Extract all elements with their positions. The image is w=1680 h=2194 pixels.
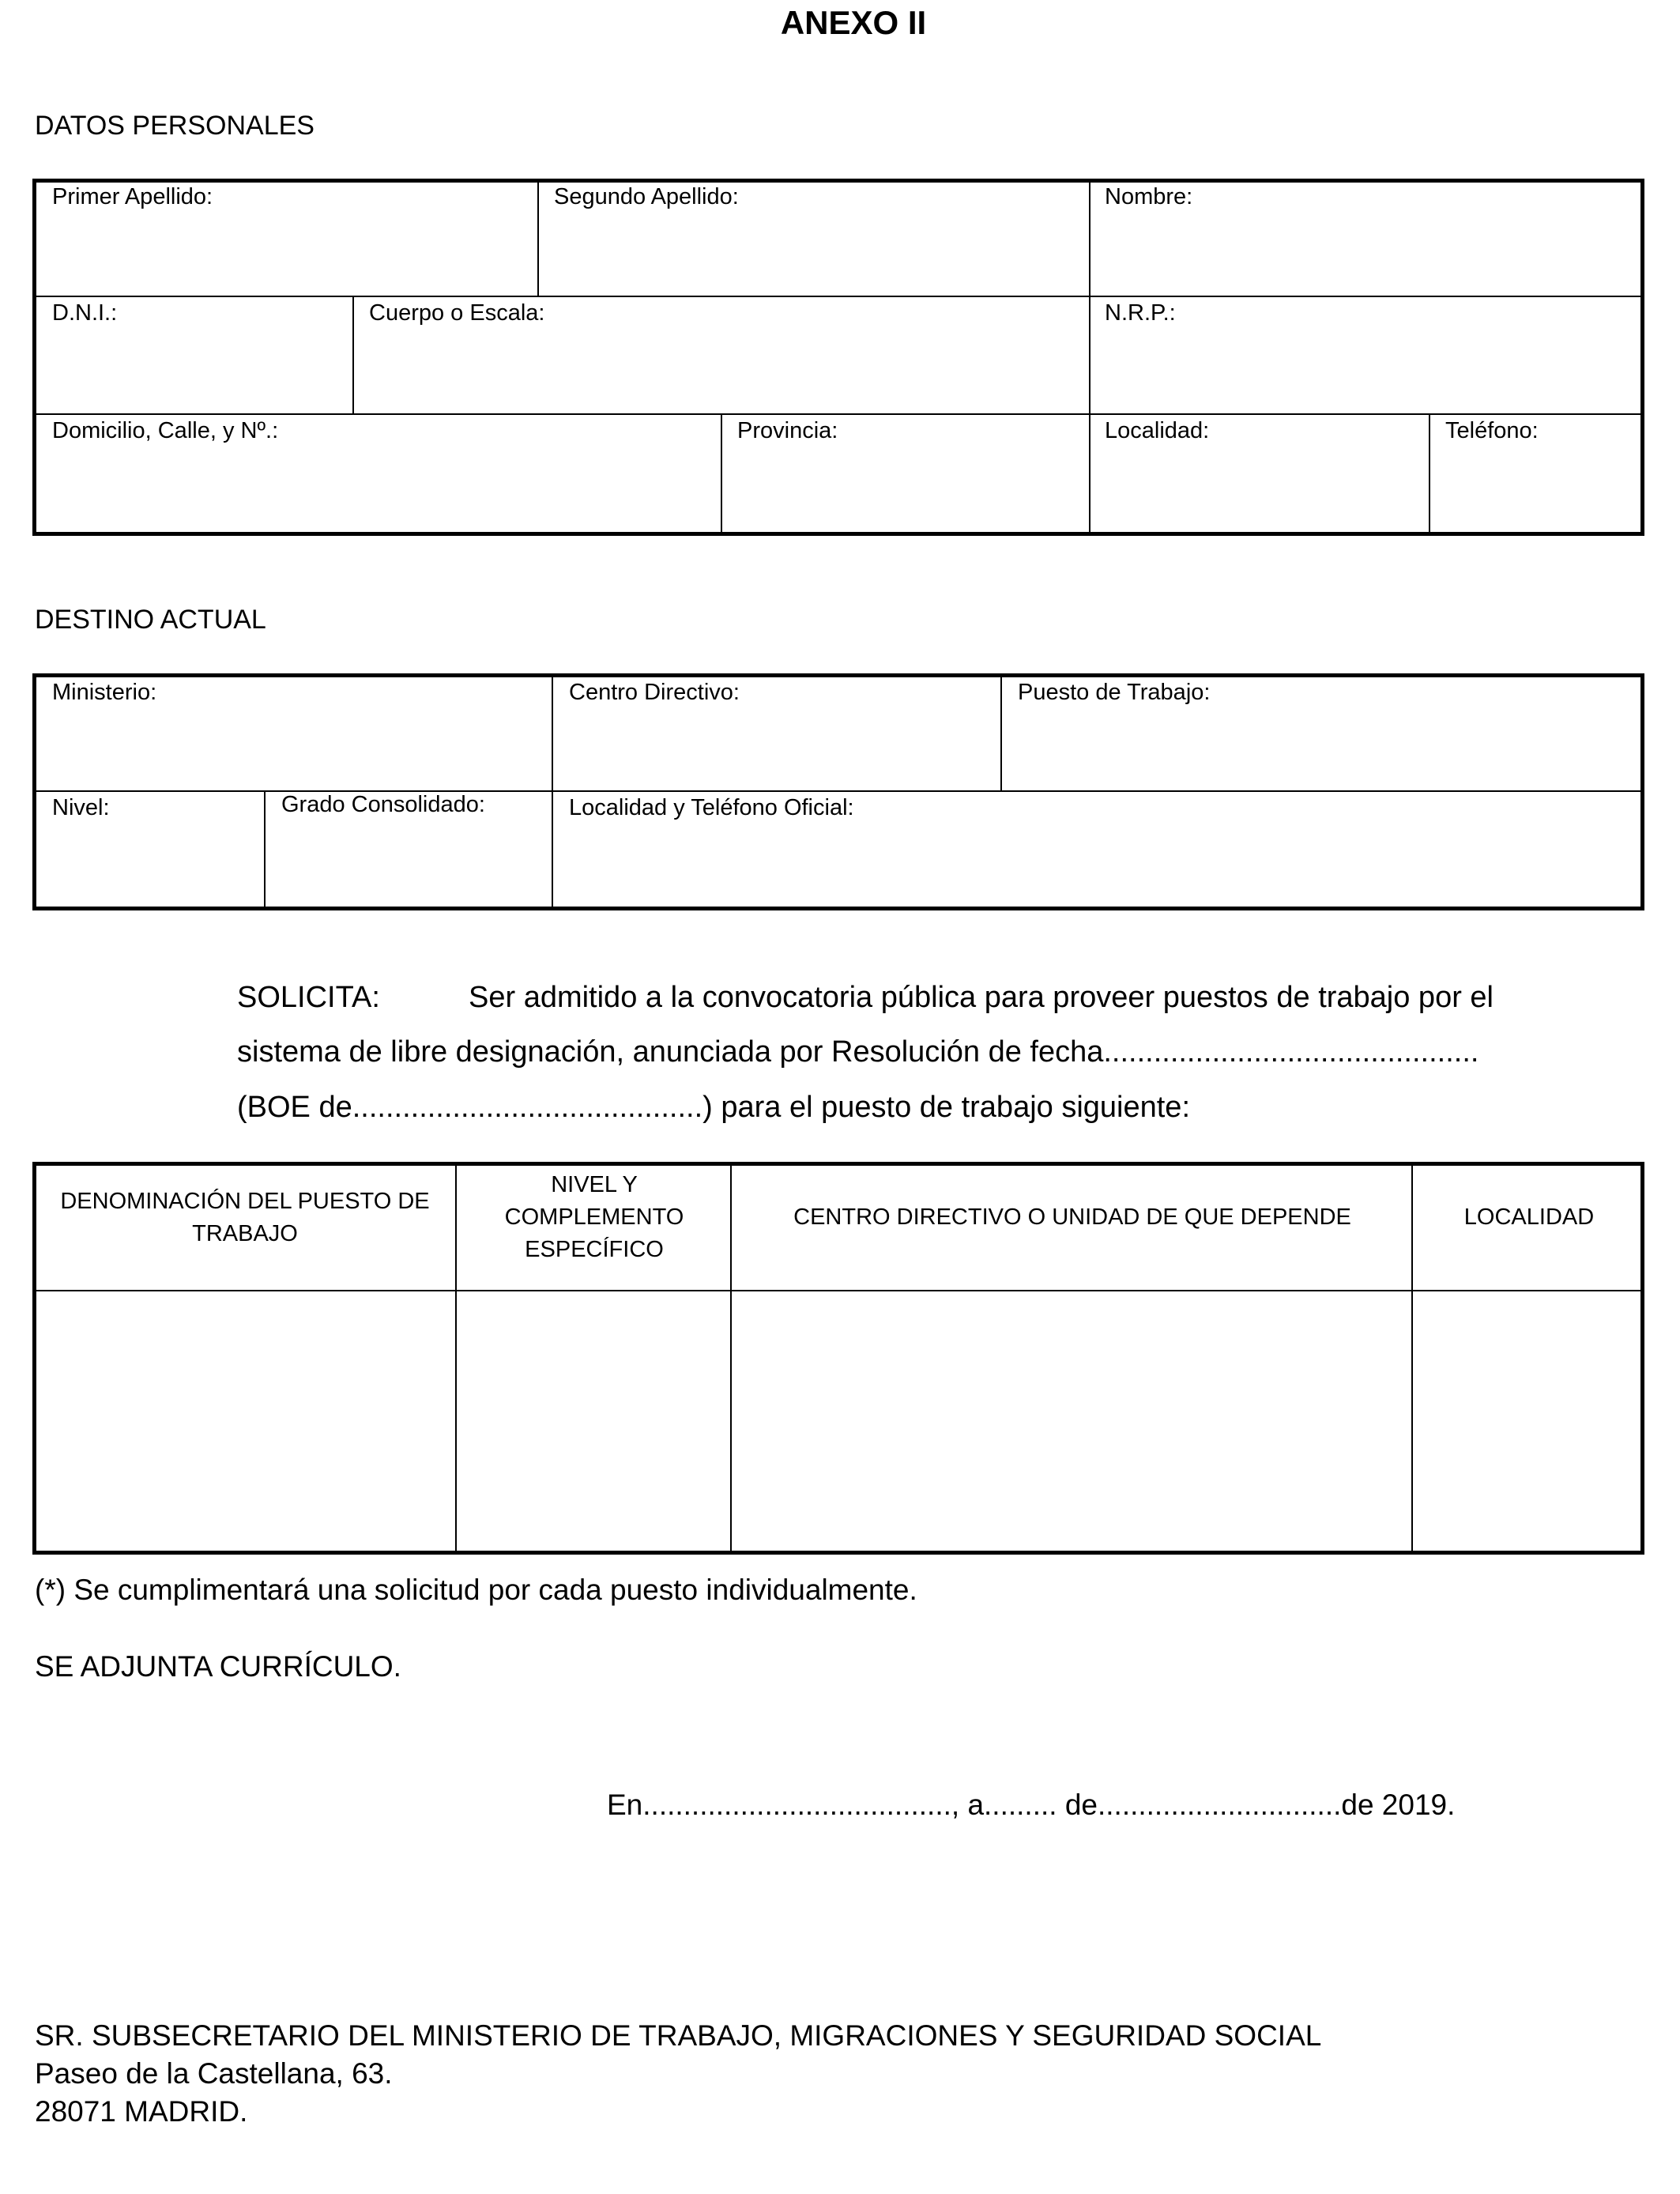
domicilio-field[interactable]: Domicilio, Calle, y Nº.: xyxy=(52,418,279,443)
nrp-field[interactable]: N.R.P.: xyxy=(1105,300,1176,326)
footnote: (*) Se cumplimentará una solicitud por cada puesto individualmente. xyxy=(35,1574,917,1606)
address-line1: SR. SUBSECRETARIO DEL MINISTERIO DE TRABAJO, MIGRACIONES Y SEGURIDAD SOCIAL xyxy=(35,2019,1322,2052)
table-cell-centro[interactable] xyxy=(735,1296,1408,1549)
header-localidad: LOCALIDAD xyxy=(1463,1204,1595,1230)
address-line2: Paseo de la Castellana, 63. xyxy=(35,2057,393,2090)
nombre-field[interactable]: Nombre: xyxy=(1105,184,1193,209)
solicita-text-line2: sistema de libre designación, anunciada por Resolución de fecha............................................. xyxy=(237,1035,1479,1069)
divider xyxy=(552,677,553,908)
destino-actual-heading: DESTINO ACTUAL xyxy=(35,605,266,635)
solicita-text-line1: Ser admitido a la convocatoria pública para proveer puestos de trabajo por el xyxy=(469,981,1494,1014)
solicita-label: SOLICITA: xyxy=(237,981,380,1014)
divider xyxy=(721,414,722,533)
primer-apellido-field[interactable]: Primer Apellido: xyxy=(52,184,213,209)
divider xyxy=(1000,677,1002,791)
divider xyxy=(730,1165,732,1552)
divider xyxy=(1411,1165,1413,1552)
table-cell-denominacion[interactable] xyxy=(40,1296,450,1549)
segundo-apellido-field[interactable]: Segundo Apellido: xyxy=(554,184,739,209)
cuerpo-escala-field[interactable]: Cuerpo o Escala: xyxy=(369,300,545,326)
divider xyxy=(35,790,1642,792)
table-cell-localidad[interactable] xyxy=(1416,1296,1639,1549)
personal-data-heading: DATOS PERSONALES xyxy=(35,111,315,141)
puesto-trabajo-field[interactable]: Puesto de Trabajo: xyxy=(1018,680,1211,705)
destino-table xyxy=(32,673,1644,910)
header-nivel-line2: COMPLEMENTO xyxy=(504,1204,684,1230)
divider xyxy=(352,296,354,414)
header-denominacion: DENOMINACIÓN DEL PUESTO DE TRABAJO xyxy=(60,1189,430,1246)
table-cell-nivel[interactable] xyxy=(460,1296,727,1549)
divider xyxy=(264,791,266,908)
address-line3: 28071 MADRID. xyxy=(35,2095,248,2128)
provincia-field[interactable]: Provincia: xyxy=(737,418,838,443)
localidad-telefono-field[interactable]: Localidad y Teléfono Oficial: xyxy=(569,795,854,820)
header-centro-directivo: CENTRO DIRECTIVO O UNIDAD DE QUE DEPENDE xyxy=(793,1204,1351,1230)
grado-consolidado-field[interactable]: Grado Consolidado: xyxy=(281,792,485,817)
date-line: En......................................, a......... de..............................de 2019. xyxy=(607,1789,1456,1821)
centro-directivo-field[interactable]: Centro Directivo: xyxy=(569,680,740,705)
localidad-field[interactable]: Localidad: xyxy=(1105,418,1210,443)
divider xyxy=(35,413,1642,415)
divider xyxy=(537,182,539,296)
page-title: ANEXO II xyxy=(780,4,927,41)
telefono-field[interactable]: Teléfono: xyxy=(1445,418,1539,443)
divider xyxy=(1429,414,1430,533)
ministerio-field[interactable]: Ministerio: xyxy=(52,680,157,705)
header-nivel-line1: NIVEL Y xyxy=(551,1172,638,1197)
dni-field[interactable]: D.N.I.: xyxy=(52,300,118,326)
personal-data-table xyxy=(32,179,1644,536)
header-nivel-complemento xyxy=(458,1169,730,1266)
adjunta-curriculo: SE ADJUNTA CURRÍCULO. xyxy=(35,1650,401,1683)
solicita-text-line3: (BOE de..........................................) para el puesto de trabajo siguiente: xyxy=(237,1091,1190,1124)
divider xyxy=(35,296,1642,297)
divider xyxy=(455,1165,457,1552)
divider xyxy=(35,1290,1642,1291)
nivel-field[interactable]: Nivel: xyxy=(52,795,110,820)
divider xyxy=(1089,182,1090,533)
header-nivel-line3: ESPECÍFICO xyxy=(525,1237,664,1262)
